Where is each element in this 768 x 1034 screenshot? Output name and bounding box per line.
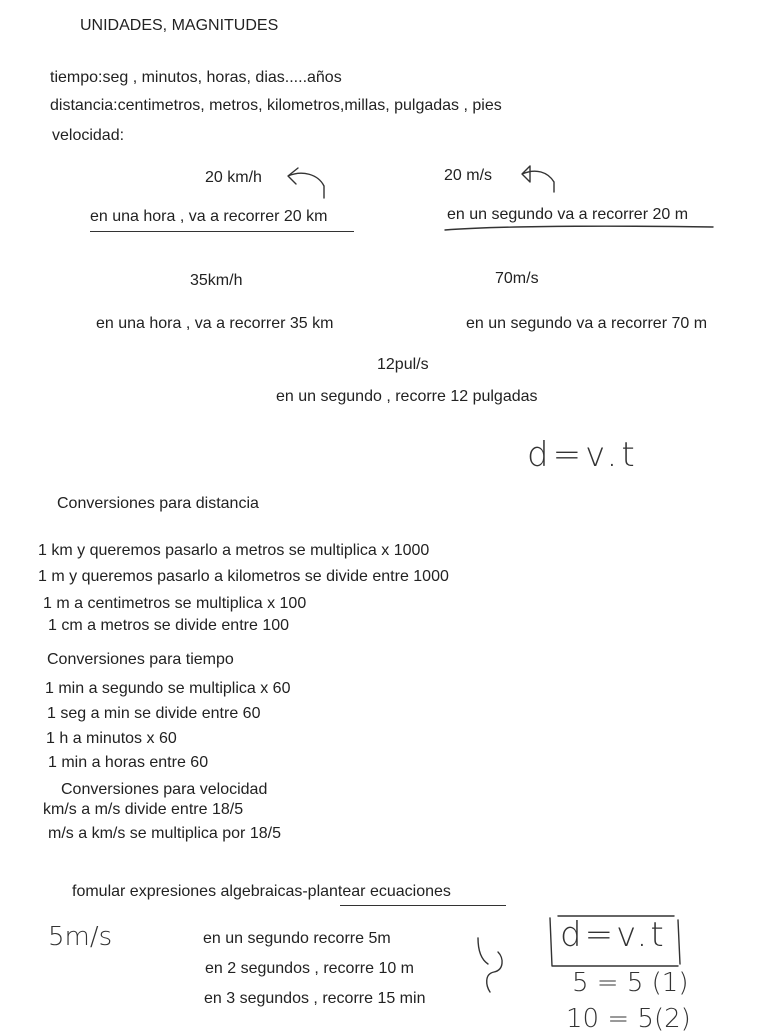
time-line-4: 1 min a horas entre 60 (48, 754, 209, 771)
handwritten-speed: 5m/s (48, 922, 113, 952)
example-2-underline (445, 222, 717, 234)
intro-tiempo: tiempo:seg , minutos, horas, dias.....años (50, 69, 342, 86)
equations-underline (340, 905, 506, 906)
page-title: UNIDADES, MAGNITUDES (80, 17, 279, 34)
intro-distancia: distancia:centimetros, metros, kilometros,millas, pulgadas , pies (50, 97, 502, 114)
handwritten-formula: d=v.t (527, 435, 639, 475)
example-1-text: en una hora , va a recorrer 20 km (90, 208, 328, 225)
example-1-underline (90, 231, 354, 232)
example-3-text: en una hora , va a recorrer 35 km (96, 315, 334, 332)
time-line-1: 1 min a segundo se multiplica x 60 (45, 680, 291, 697)
time-line-3: 1 h a minutos x 60 (46, 730, 177, 747)
example-5-value: 12pul/s (377, 356, 429, 373)
velocity-line-1: km/s a m/s divide entre 18/5 (43, 801, 244, 818)
hand-row-1: 5 = 5 (1) (572, 968, 689, 998)
hand-row-2: 10 = 5(2) (566, 1004, 691, 1034)
distance-line-4: 1 cm a metros se divide entre 100 (48, 617, 290, 634)
equations-heading: fomular expresiones algebraicas-plantear ecuaciones (72, 883, 451, 900)
distance-heading: Conversiones para distancia (57, 495, 259, 512)
distance-line-3: 1 m a centimetros se multiplica x 100 (43, 595, 307, 612)
boxed-formula: d=v.t (560, 915, 667, 955)
time-line-2: 1 seg a min se divide entre 60 (47, 705, 261, 722)
velocity-line-2: m/s a km/s se multiplica por 18/5 (48, 825, 281, 842)
example-2-text: en un segundo va a recorrer 20 m (447, 206, 689, 223)
example-1-value: 20 km/h (205, 169, 262, 186)
distance-line-1: 1 km y queremos pasarlo a metros se multiplica x 1000 (38, 542, 430, 559)
example-4-text: en un segundo va a recorrer 70 m (466, 315, 708, 332)
example-4-value: 70m/s (495, 270, 539, 287)
velocity-heading: Conversiones para velocidad (61, 781, 268, 798)
arrow-mark-2 (518, 162, 558, 196)
example-3-value: 35km/h (190, 272, 243, 289)
distance-line-2: 1 m y queremos pasarlo a kilometros se divide entre 1000 (38, 568, 449, 585)
example-5-text: en un segundo , recorre 12 pulgadas (276, 388, 538, 405)
intro-velocidad: velocidad: (52, 127, 125, 144)
equation-line-1: en un segundo recorre 5m (203, 930, 391, 947)
equation-line-3: en 3 segundos , recorre 15 min (204, 990, 426, 1007)
equation-line-2: en 2 segundos , recorre 10 m (205, 960, 415, 977)
time-heading: Conversiones para tiempo (47, 651, 234, 668)
arrow-mark-1 (284, 164, 328, 200)
handwritten-y (474, 936, 514, 996)
example-2-value: 20 m/s (444, 167, 493, 184)
